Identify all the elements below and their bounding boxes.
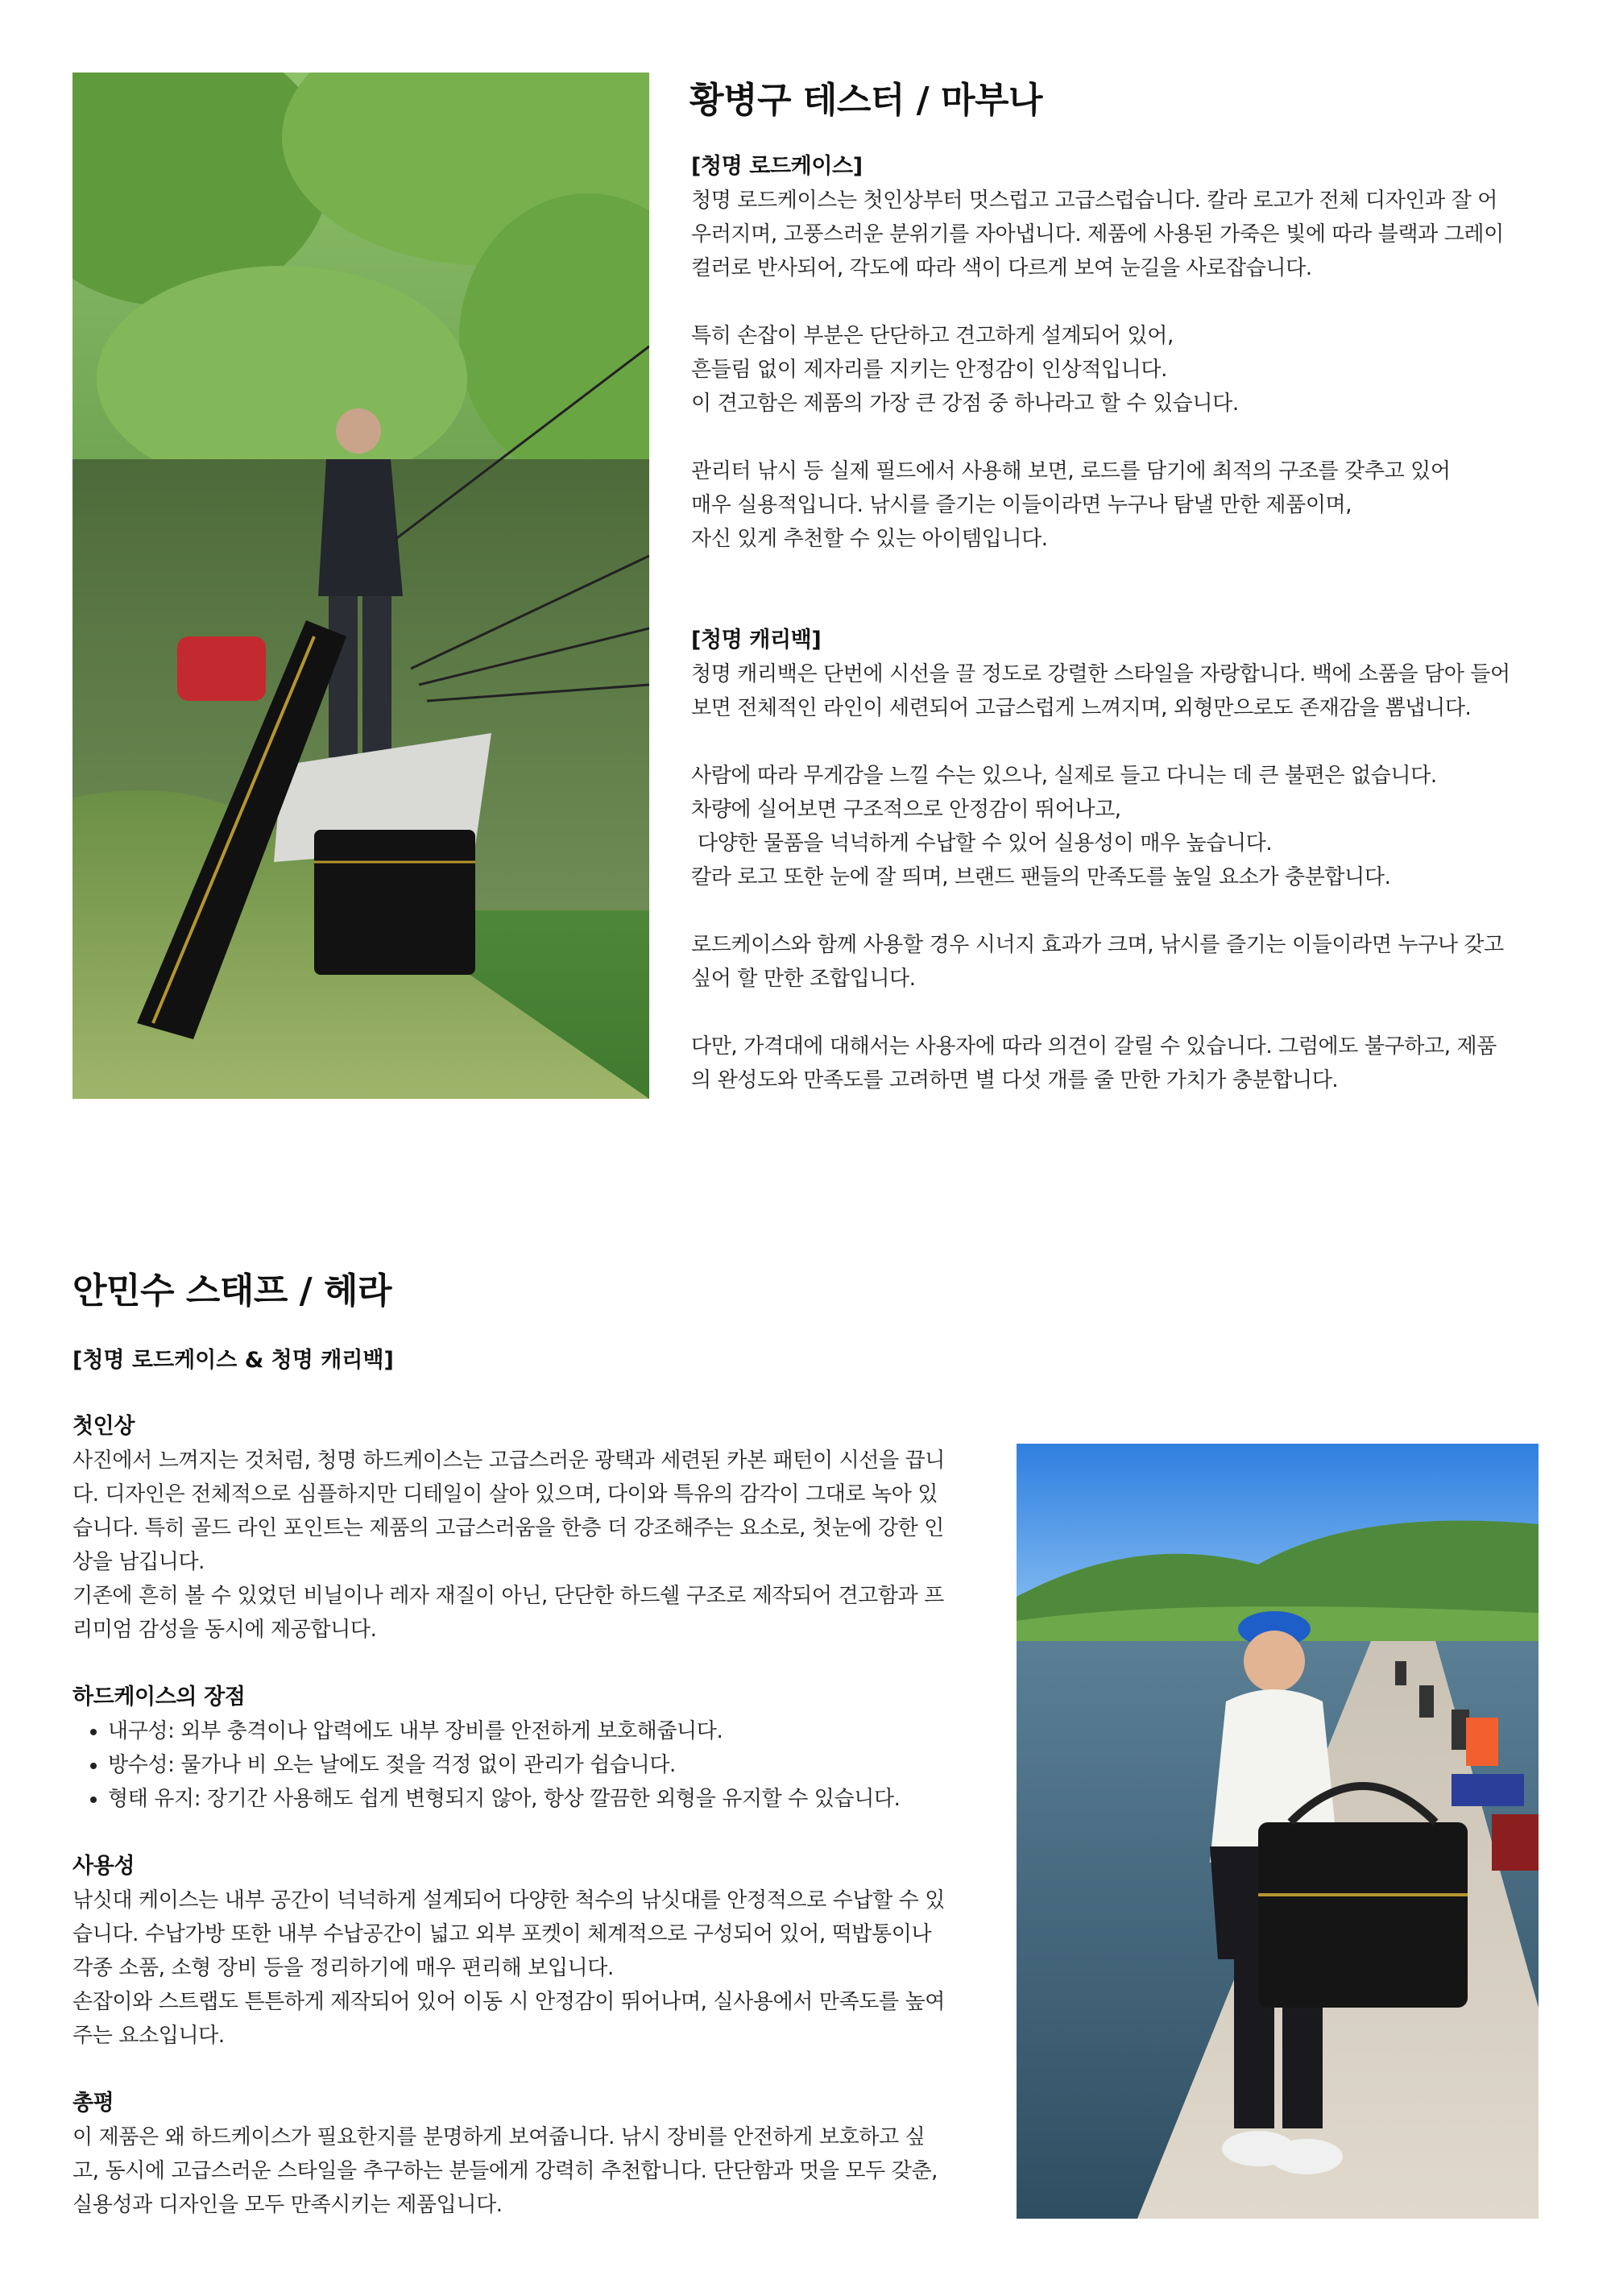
rodcase-p3-l1: 관리터 낚시 등 실제 필드에서 사용해 보면, 로드를 담기에 최적의 구조를 갖추고 있어 [691,459,1451,483]
carrybag-p4-l1: 다만, 가격대에 대해서는 사용자에 따라 의견이 갈릴 수 있습니다. 그럼에도 불구하고, 제품 [691,1034,1497,1059]
usability-l4: 손잡이와 스트랩도 튼튼하게 제작되어 있어 이동 시 안정감이 뛰어나며, 실사용에서 만족도를 높여 [72,1990,946,2014]
rodcase-p3-l3: 자신 있게 추천할 수 있는 아이템입니다. [691,527,1048,551]
carrybag-p2-l4: 칼라 로고 또한 눈에 잘 띄며, 브랜드 팬들의 만족도를 높일 요소가 충분합니다. [691,865,1391,889]
advantages-heading: 하드케이스의 장점 [72,1685,246,1710]
list-item: • 형태 유지: 장기간 사용해도 쉽게 변형되지 않아, 항상 깔끔한 외형을 유지할 수 있습니다. [108,1782,999,1816]
carrybag-p4-l2: 의 완성도와 만족도를 고려하면 별 다섯 개를 줄 만한 가치가 충분합니다. [691,1068,1339,1092]
rodcase-p2-l2: 흔들림 없이 제자리를 지키는 안정감이 인상적입니다. [691,358,1167,382]
usability-l5: 주는 요소입니다. [72,2024,225,2048]
usability-l3: 각종 소품, 소형 장비 등을 정리하기에 매우 편리해 보입니다. [72,1956,614,1980]
first-impression-l2: 다. 디자인은 전체적으로 심플하지만 디테일이 살아 있으며, 다이와 특유의 감각이 그대로 녹아 있 [72,1482,938,1506]
list-item: • 내구성: 외부 충격이나 압력에도 내부 장비를 안전하게 보호해줍니다. [108,1714,999,1748]
first-impression-l1: 사진에서 느껴지는 것처럼, 청명 하드케이스는 고급스러운 광택과 세련된 카본 패턴이 시선을 끕니 [72,1448,946,1473]
rodcase-p2-l1: 특히 손잡이 부분은 단단하고 견고하게 설계되어 있어, [691,324,1174,348]
usability-l1: 낚싯대 케이스는 내부 공간이 넉넉하게 설계되어 다양한 척수의 낚싯대를 안정적으로 수납할 수 있 [72,1888,946,1913]
list-item: • 방수성: 물가나 비 오는 날에도 젖을 걱정 없이 관리가 쉽습니다. [108,1748,999,1782]
usability-l2: 습니다. 수납가방 또한 내부 수납공간이 넓고 외부 포켓이 체계적으로 구성되어 있어, 떡밥통이나 [72,1922,932,1946]
first-impression-l5: 기존에 흔히 볼 수 있었던 비닐이나 레자 재질이 아닌, 단단한 하드쉘 구조로 제작되어 견고함과 프 [72,1584,944,1608]
summary-l3: 실용성과 디자인을 모두 만족시키는 제품입니다. [72,2193,503,2217]
rodcase-p3-l2: 매우 실용적입니다. 낚시를 즐기는 이들이라면 누구나 탐낼 만한 제품이며, [691,493,1352,517]
first-impression-heading: 첫인상 [72,1414,135,1439]
review2-title: 안민수 스태프 / 헤라 [72,1270,392,1312]
usability-heading: 사용성 [72,1854,135,1879]
review1-photo [72,73,649,1099]
review2-photo [1017,1444,1539,2219]
rodcase-p1-l1: 청명 로드케이스는 첫인상부터 멋스럽고 고급스럽습니다. 칼라 로고가 전체 디자인과 잘 어 [691,189,1498,213]
carrybag-p2-l3: 다양한 물품을 넉넉하게 수납할 수 있어 실용성이 매우 높습니다. [691,831,1273,856]
rodcase-heading: [청명 로드케이스] [691,154,863,179]
carrybag-p2-l2: 차량에 실어보면 구조적으로 안정감이 뛰어나고, [691,798,1121,822]
rodcase-p2-l3: 이 견고함은 제품의 가장 큰 강점 중 하나라고 할 수 있습니다. [691,392,1239,416]
carrybag-p1-l1: 청명 캐리백은 단번에 시선을 끌 정도로 강렬한 스타일을 자랑합니다. 백에 소품을 담아 들어 [691,662,1510,686]
first-impression-l3: 습니다. 특히 골드 라인 포인트는 제품의 고급스러움을 한층 더 강조해주는 요소로, 첫눈에 강한 인 [72,1516,944,1540]
review2-body [72,1410,999,2222]
first-impression-l4: 상을 남깁니다. [72,1550,205,1574]
pier-photo-icon [1017,1444,1539,2219]
review2-subheading: [청명 로드케이스 & 청명 캐리백] [72,1348,394,1373]
summary-heading: 총평 [72,2091,114,2116]
summary-l1: 이 제품은 왜 하드케이스가 필요한지를 분명하게 보여줍니다. 낚시 장비를 안전하게 보호하고 싶 [72,2125,926,2149]
carrybag-p2-l1: 사람에 따라 무게감을 느낄 수는 있으나, 실제로 들고 다니는 데 큰 불편은 없습니다. [691,764,1437,788]
advantages-list [72,1714,999,1816]
first-impression-l6: 리미엄 감성을 동시에 제공합니다. [72,1618,377,1642]
review1-title: 황병구 테스터 / 마부나 [690,80,1043,121]
review1-body [691,150,1545,1097]
rodcase-p1-l3: 컬러로 반사되어, 각도에 따라 색이 다르게 보여 눈길을 사로잡습니다. [691,256,1312,280]
carrybag-heading: [청명 캐리백] [691,628,822,653]
carrybag-p1-l2: 보면 전체적인 라인이 세련되어 고급스럽게 느껴지며, 외형만으로도 존재감을 뽐냅니다. [691,696,1472,720]
summary-l2: 고, 동시에 고급스러운 스타일을 추구하는 분들에게 강력히 추천합니다. 단단함과 멋을 모두 갖춘, [72,2159,938,2183]
carrybag-p3-l2: 싶어 할 만한 조합입니다. [691,967,916,991]
fishing-lake-photo-icon [72,73,649,1099]
rodcase-p1-l2: 우러지며, 고풍스러운 분위기를 자아냅니다. 제품에 사용된 가죽은 빛에 따라 블랙과 그레이 [691,222,1504,247]
carrybag-p3-l1: 로드케이스와 함께 사용할 경우 시너지 효과가 크며, 낚시를 즐기는 이들이라면 누구나 갖고 [691,933,1504,957]
